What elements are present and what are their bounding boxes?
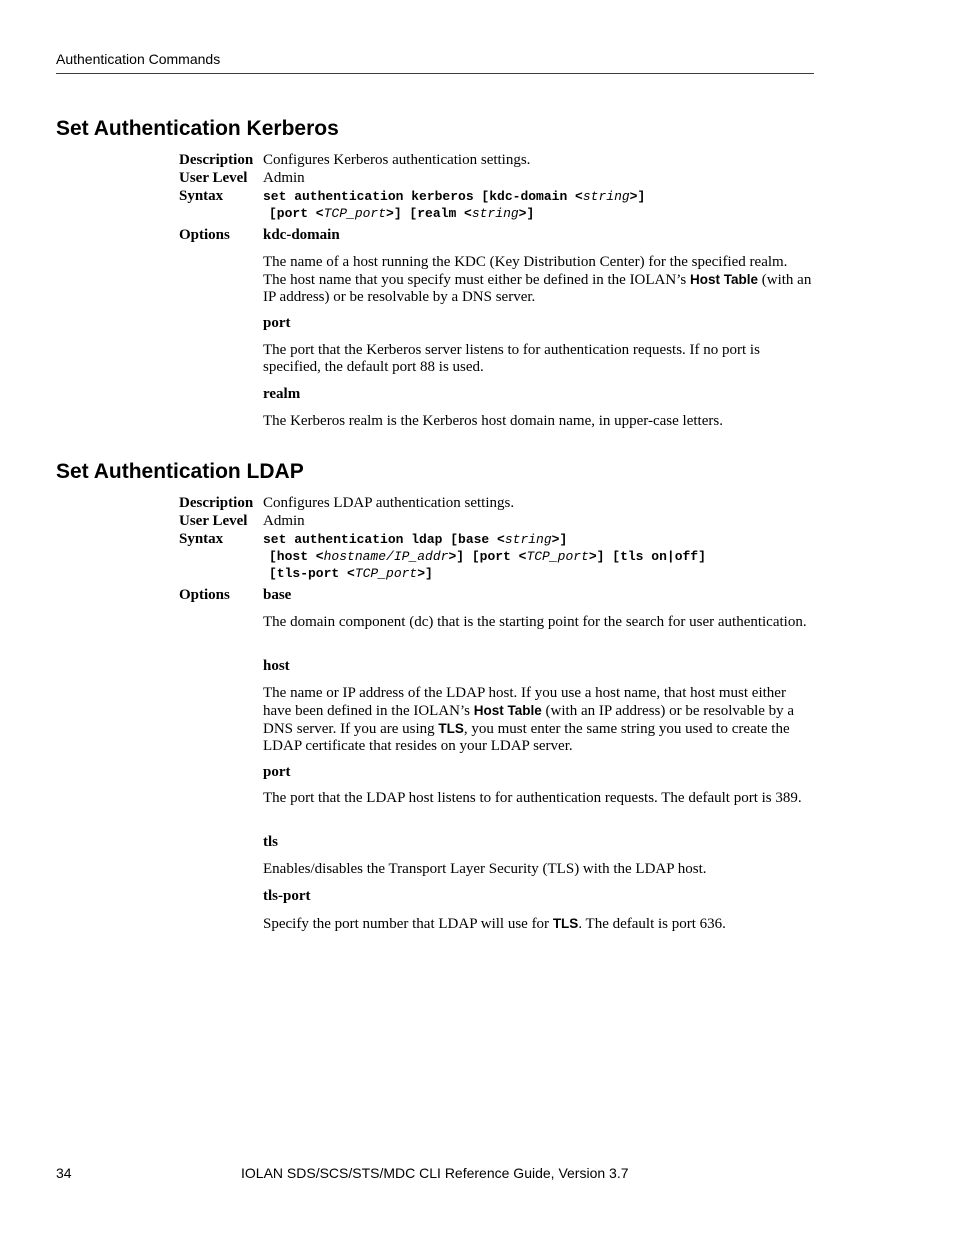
description-label: Description	[179, 495, 254, 511]
option-name-port: port	[263, 764, 291, 780]
option-desc-tls-port: Specify the port number that LDAP will use for TLS. The default is port 636.	[263, 916, 726, 932]
user-level-value: Admin	[263, 170, 305, 186]
syntax-label: Syntax	[179, 531, 224, 547]
user-level-label: User Level	[179, 513, 248, 529]
option-name-base: base	[263, 587, 292, 603]
user-level-value: Admin	[263, 513, 305, 529]
ui-term-host-table: Host Table	[689, 272, 758, 287]
section-heading-ldap: Set Authentication LDAP	[56, 460, 304, 483]
option-desc-port: The port that the LDAP host listens to for authentication requests. The default port is 389.	[263, 790, 802, 806]
syntax-line-1: set authentication ldap [base <string>]	[263, 532, 568, 547]
option-desc-tls: Enables/disables the Transport Layer Security (TLS) with the LDAP host.	[263, 861, 707, 877]
description-value: Configures LDAP authentication settings.	[263, 495, 515, 511]
options-label: Options	[179, 587, 230, 603]
section-heading-kerberos: Set Authentication Kerberos	[56, 117, 339, 140]
syntax-label: Syntax	[179, 188, 224, 204]
ui-term-tls: TLS	[438, 721, 464, 736]
option-name-tls: tls	[263, 834, 278, 850]
option-name-host: host	[263, 658, 290, 674]
option-desc-base: The domain component (dc) that is the starting point for the search for user authentication.	[263, 614, 807, 630]
running-header: Authentication Commands	[56, 51, 221, 67]
page-number: 34	[56, 1165, 72, 1181]
option-name-tls-port: tls-port	[263, 888, 311, 904]
option-desc-port: The port that the Kerberos server listens to for authentication requests. If no port is specified, the default port 88 is used.	[263, 342, 760, 375]
option-name-realm: realm	[263, 386, 301, 402]
option-desc-kdc-domain: The name of a host running the KDC (Key Distribution Center) for the specified realm. The host name that you specify must either be defined in the IOLAN’s Host Table (with an IP address) or be resolvable by a DNS server.	[263, 254, 812, 305]
option-desc-realm: The Kerberos realm is the Kerberos host domain name, in upper-case letters.	[263, 413, 723, 429]
syntax-line-1: set authentication kerberos [kdc-domain <string>]	[263, 189, 646, 204]
user-level-label: User Level	[179, 170, 248, 186]
option-name-kdc-domain: kdc-domain	[263, 227, 340, 243]
footer-title: IOLAN SDS/SCS/STS/MDC CLI Reference Guide, Version 3.7	[241, 1165, 629, 1181]
description-value: Configures Kerberos authentication settings.	[263, 152, 531, 168]
syntax-line-3: [tls-port <TCP_port>]	[269, 566, 433, 581]
syntax-line-2: [port <TCP_port>] [realm <string>]	[269, 206, 535, 221]
ui-term-tls: TLS	[552, 916, 579, 931]
header-rule	[56, 73, 814, 74]
ui-term-host-table: Host Table	[473, 703, 542, 718]
option-desc-host: The name or IP address of the LDAP host. If you use a host name, that host must either have been defined in the IOLAN’s Host Table (with an IP address) or be resolvable by a DNS server. If you are using TLS, you must enter the same string you used to create the LDAP certificate that resides on your LDAP server.	[263, 685, 795, 754]
options-label: Options	[179, 227, 230, 243]
syntax-line-2: [host <hostname/IP_addr>] [port <TCP_port>] [tls on|off]	[269, 549, 706, 564]
description-label: Description	[179, 152, 254, 168]
option-name-port: port	[263, 315, 291, 331]
